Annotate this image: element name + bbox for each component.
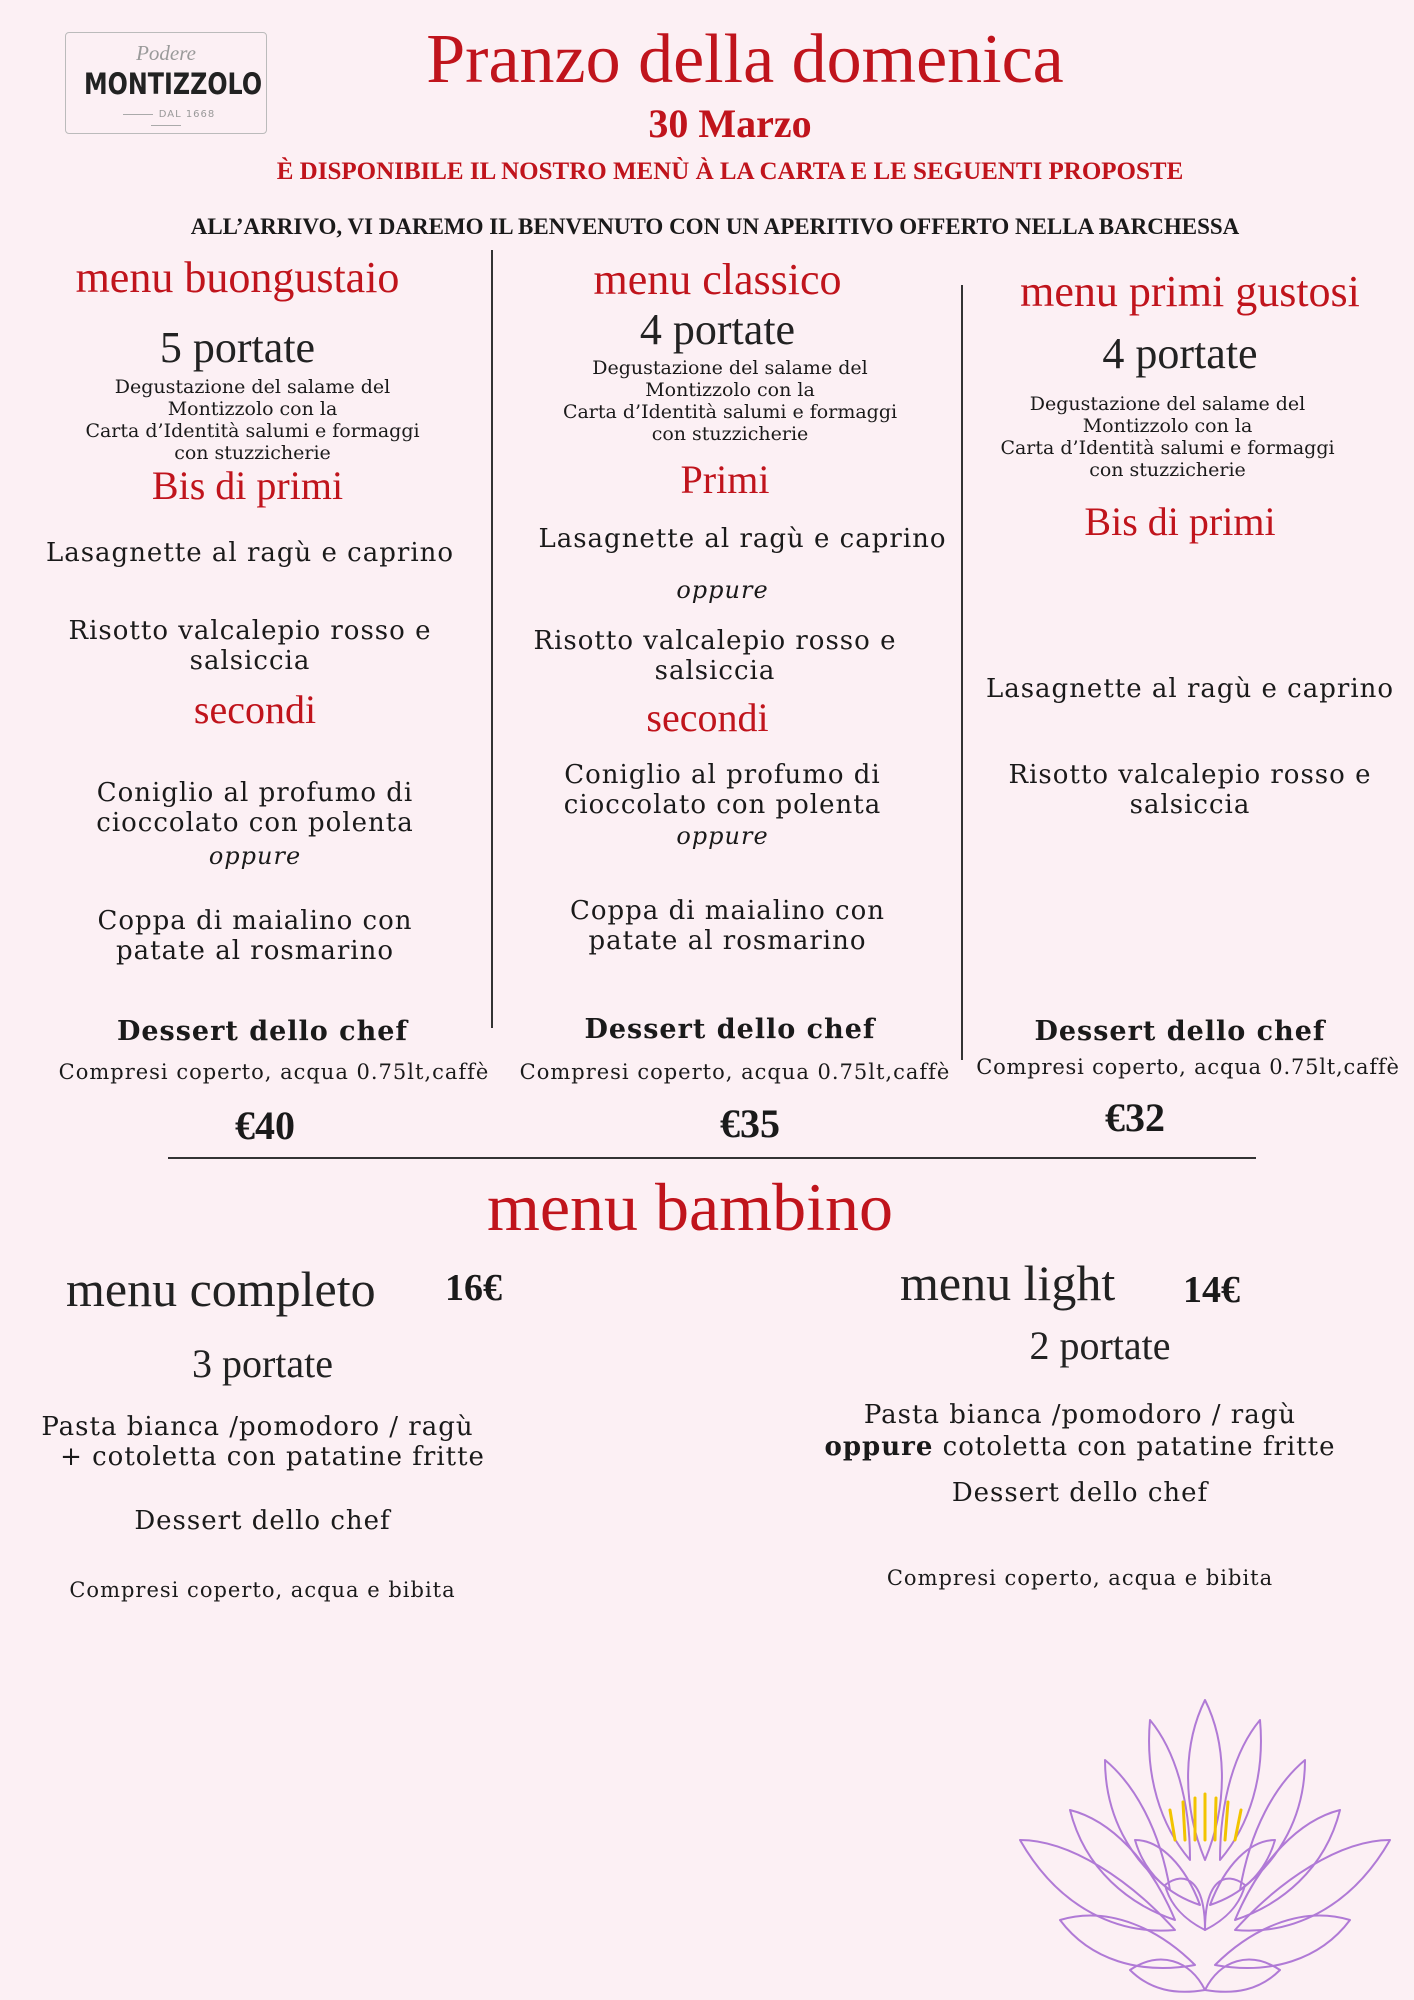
dish-item: Lasagnette al ragù e caprino [45, 538, 455, 568]
dish-item: Lasagnette al ragù e caprino [985, 674, 1395, 704]
logo-since: DAL 1668 [96, 109, 236, 131]
courses-count: 5 portate [159, 323, 316, 372]
oppure-text: oppure [676, 576, 769, 604]
kids-menu-name: menu completo [66, 1261, 376, 1317]
menu-price: €32 [1105, 1095, 1165, 1140]
column-divider-1 [491, 250, 493, 1028]
kids-dish-line: + cotoletta con patatine fritte [60, 1442, 485, 1472]
section-divider [168, 1157, 1256, 1159]
menu-price: €35 [720, 1101, 780, 1146]
section-title-primi: Primi [680, 457, 770, 502]
dish-item: Coppa di maialino con patate al rosmarino [97, 906, 413, 966]
dish-item: Coniglio al profumo di cioccolato con polenta [96, 778, 414, 838]
degustazione-text: Degustazione del salame del Montizzolo con la Carta d’Identità salumi e formaggi con stuzzicherie [85, 376, 420, 464]
dessert-label: Dessert dello chef [116, 1016, 409, 1047]
courses-count: 3 portate [191, 1341, 334, 1386]
page-title: Pranzo della domenica [426, 21, 1064, 98]
kids-menu-price: 16€ [445, 1267, 502, 1309]
page-date: 30 Marzo [648, 101, 812, 146]
dish-item: Coppa di maialino con patate al rosmarino [569, 896, 886, 956]
section-title-primi: Bis di primi [151, 463, 344, 508]
dessert-label: Dessert dello chef [1034, 1016, 1326, 1047]
kids-dish-line: Pasta bianca /pomodoro / ragù [863, 1400, 1297, 1430]
column-divider-2 [961, 285, 963, 1060]
courses-count: 4 portate [1102, 329, 1258, 378]
menu-title: menu classico [593, 255, 842, 304]
courses-count: 4 portate [639, 305, 796, 354]
menu-title: menu buongustaio [75, 253, 400, 302]
menu-title: menu primi gustosi [1020, 267, 1360, 316]
included-note: Compresi coperto, acqua 0.75lt,caffè [976, 1055, 1400, 1079]
oppure-text: oppure [676, 822, 769, 850]
section-title-secondi: secondi [193, 687, 317, 732]
included-note: Compresi coperto, acqua 0.75lt,caffè [58, 1060, 490, 1084]
included-note: Compresi coperto, acqua e bibita [886, 1566, 1274, 1590]
dessert-label: Dessert dello chef [951, 1478, 1209, 1508]
kids-dish-line: Pasta bianca /pomodoro / ragù [41, 1412, 474, 1442]
menu-price: €40 [235, 1103, 295, 1148]
kids-menu-price: 14€ [1183, 1269, 1240, 1311]
lotus-flower-icon [1000, 1690, 1414, 2000]
kids-menu-title: menu bambino [486, 1169, 894, 1245]
logo-podere: Podere [136, 41, 196, 65]
included-note: Compresi coperto, acqua 0.75lt,caffè [519, 1060, 951, 1084]
degustazione-text: Degustazione del salame del Montizzolo con la Carta d’Identità salumi e formaggi con stuzzicherie [562, 357, 898, 445]
kids-dish-line: oppure cotoletta con patatine fritte [824, 1432, 1336, 1462]
dish-item: Coniglio al profumo di cioccolato con polenta [563, 760, 882, 820]
arrival-note: ALL’ARRIVO, VI DAREMO IL BENVENUTO CON UN APERITIVO OFFERTO NELLA BARCHESSA [190, 214, 1240, 239]
dish-item: Risotto valcalepio rosso e salsiccia [533, 626, 897, 686]
kids-menu-name: menu light [900, 1255, 1116, 1311]
dessert-label: Dessert dello chef [134, 1506, 391, 1536]
dish-item: Risotto valcalepio rosso e salsiccia [1008, 760, 1372, 820]
oppure-text: oppure [208, 842, 302, 870]
dish-item: Risotto valcalepio rosso e salsiccia [68, 616, 432, 676]
notice: È DISPONIBILE IL NOSTRO MENÙ À LA CARTA E LE SEGUENTI PROPOSTE [276, 158, 1184, 185]
dish-item: Lasagnette al ragù e caprino [538, 524, 947, 554]
courses-count: 2 portate [1029, 1323, 1171, 1368]
section-title-primi: Bis di primi [1084, 499, 1276, 544]
included-note: Compresi coperto, acqua e bibita [69, 1578, 456, 1602]
logo-name: MONTIZZOLO [84, 67, 263, 101]
logo [65, 32, 267, 134]
degustazione-text: Degustazione del salame del Montizzolo con la Carta d’Identità salumi e formaggi con stuzzicherie [1000, 393, 1335, 481]
dessert-label: Dessert dello chef [584, 1014, 876, 1045]
section-title-secondi: secondi [646, 695, 769, 740]
oppure-text: oppure [824, 1432, 934, 1462]
